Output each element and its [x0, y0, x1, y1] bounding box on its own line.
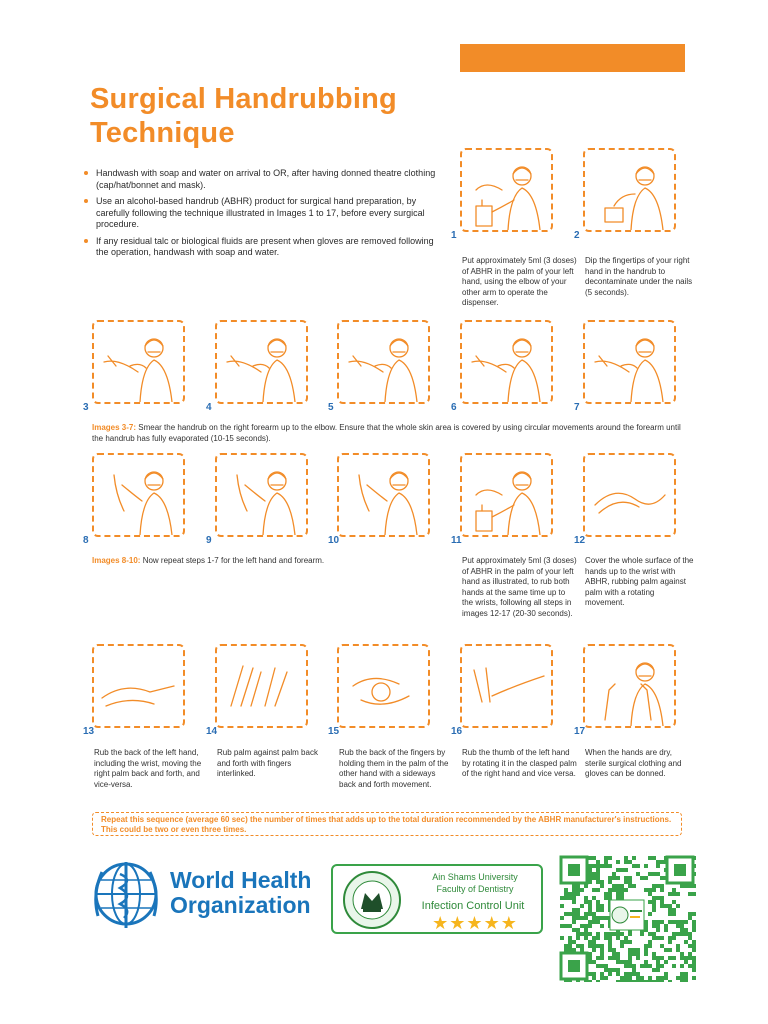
step-number: 16 — [451, 726, 463, 737]
step-15 — [328, 644, 434, 737]
step-illustration — [92, 453, 185, 537]
asu-seal-icon — [339, 869, 409, 931]
who-name-line1: World Health — [170, 867, 312, 893]
step-illustration — [583, 453, 676, 537]
bullet-icon — [84, 171, 88, 175]
forearm-rub-icon — [217, 322, 306, 402]
dispenser-icon — [462, 455, 551, 535]
bullet-icon — [84, 199, 88, 203]
step-number: 7 — [574, 402, 580, 413]
step-number: 14 — [206, 726, 218, 737]
intro-item: Use an alcohol-based handrub (ABHR) product for surgical hand preparation, by carefully following the technique illustrated in Images 1 to 17, before every surgical procedure. — [82, 196, 442, 231]
left-forearm-icon — [94, 455, 183, 535]
intro-item: Handwash with soap and water on arrival to OR, after having donned theatre clothing (cap/hat/bonnet and mask). — [82, 168, 442, 191]
left-forearm-icon — [339, 455, 428, 535]
page-title: Surgical Handrubbing Technique — [90, 83, 397, 149]
who-logo — [88, 856, 328, 934]
forearm-rub-icon — [339, 322, 428, 402]
dry-hands-icon — [585, 646, 674, 726]
forearm-rub-icon — [94, 322, 183, 402]
rating-stars: ★★★★★ — [432, 913, 518, 933]
step-illustration — [583, 320, 676, 404]
step-caption: Put approximately 5ml (3 doses) of ABHR in the palm of your left hand as illustrated, to rub both hands at the same time up to the wrists, following all steps in images 12-17 (20-30 seconds). — [462, 556, 577, 618]
palm-rub-icon — [585, 455, 674, 535]
step-illustration — [460, 320, 553, 404]
step-10 — [328, 453, 434, 546]
left-forearm-icon — [217, 455, 306, 535]
step-number: 8 — [83, 535, 89, 546]
step-13 — [83, 644, 189, 737]
asu-faculty-name: Faculty of Dentistry — [436, 884, 514, 894]
intro-list — [82, 168, 442, 264]
step-caption: Rub the thumb of the left hand by rotating it in the clasped palm of the right hand and vice versa. — [462, 748, 577, 778]
intro-item: If any residual talc or biological fluids are present when gloves are removed following the operation, handwash with soap and water. — [82, 236, 442, 259]
step-number: 1 — [451, 230, 457, 241]
step-number: 3 — [83, 402, 89, 413]
asu-infection-control-badge — [331, 864, 543, 934]
step-illustration — [92, 644, 185, 728]
forearm-rub-icon — [462, 322, 551, 402]
step-7 — [574, 320, 680, 413]
step-caption: Dip the fingertips of your right hand in the handrub to decontaminate under the nails (5 seconds). — [585, 256, 693, 297]
step-3 — [83, 320, 189, 413]
step-5 — [328, 320, 434, 413]
step-illustration — [92, 320, 185, 404]
interlinked-fingers-icon — [217, 646, 306, 726]
step-illustration — [337, 453, 430, 537]
who-name-line2: Organization — [170, 892, 311, 918]
step-4 — [206, 320, 312, 413]
step-number: 11 — [451, 535, 462, 546]
step-caption: Put approximately 5ml (3 doses) of ABHR in the palm of your left hand, using the elbow of your other arm to operate the dispenser. — [462, 256, 577, 307]
step-number: 2 — [574, 230, 580, 241]
finger-backs-icon — [339, 646, 428, 726]
asu-unit-name: Infection Control Unit — [421, 900, 525, 912]
step-12 — [574, 453, 680, 546]
step-number: 5 — [328, 402, 334, 413]
asu-university-name: Ain Shams University — [432, 872, 518, 882]
step-illustration — [583, 148, 676, 232]
step-illustration — [460, 453, 553, 537]
step-illustration — [337, 644, 430, 728]
note-images-3-7: Images 3-7: Smear the handrub on the right forearm up to the elbow. Ensure that the whole skin area is covered by using circular movements around the forearm until the handrub has fully evaporated (10-15 seconds). — [92, 423, 681, 443]
step-number: 9 — [206, 535, 212, 546]
step-illustration — [215, 453, 308, 537]
step-number: 10 — [328, 535, 340, 546]
thumb-rub-icon — [462, 646, 551, 726]
step-caption: Rub palm against palm back and forth with fingers interlinked. — [217, 748, 318, 778]
step-illustration — [583, 644, 676, 728]
step-illustration — [215, 644, 308, 728]
qr-code[interactable] — [558, 854, 696, 982]
step-illustration — [460, 148, 553, 232]
step-6 — [451, 320, 557, 413]
who-emblem-icon — [88, 856, 164, 932]
step-16 — [451, 644, 557, 737]
bullet-icon — [84, 239, 88, 243]
note-images-8-10: Images 8-10: Now repeat steps 1-7 for the left hand and forearm. — [92, 556, 325, 565]
step-illustration — [215, 320, 308, 404]
dispenser-icon — [462, 150, 551, 230]
step-14 — [206, 644, 312, 737]
step-11 — [451, 453, 557, 546]
step-number: 17 — [574, 726, 586, 737]
forearm-rub-icon — [585, 322, 674, 402]
step-caption: When the hands are dry, sterile surgical clothing and gloves can be donned. — [585, 748, 682, 778]
qr-code-icon — [558, 854, 696, 982]
repeat-note: Repeat this sequence (average 60 sec) the number of times that adds up to the total duration recommended by the ABHR manufacturer's instructions. This could be two or even three times. — [92, 812, 682, 836]
step-9 — [206, 453, 312, 546]
fingertips-dip-icon — [585, 150, 674, 230]
step-illustration — [460, 644, 553, 728]
step-number: 12 — [574, 535, 586, 546]
step-17 — [574, 644, 680, 737]
step-number: 6 — [451, 402, 457, 413]
step-number: 4 — [206, 402, 212, 413]
step-number: 15 — [328, 726, 340, 737]
step-illustration — [337, 320, 430, 404]
header-accent-bar — [460, 44, 685, 72]
step-1 — [451, 148, 557, 241]
step-2 — [574, 148, 680, 241]
step-caption: Cover the whole surface of the hands up to the wrist with ABHR, rubbing palm against palm with a rotating movement. — [585, 556, 694, 607]
back-hand-icon — [94, 646, 183, 726]
step-caption: Rub the back of the left hand, including the wrist, moving the right palm back and forth, and vice-versa. — [94, 748, 202, 789]
step-caption: Rub the back of the fingers by holding them in the palm of the other hand with a sideways back and forth movement. — [339, 748, 449, 789]
step-8 — [83, 453, 189, 546]
step-number: 13 — [83, 726, 95, 737]
